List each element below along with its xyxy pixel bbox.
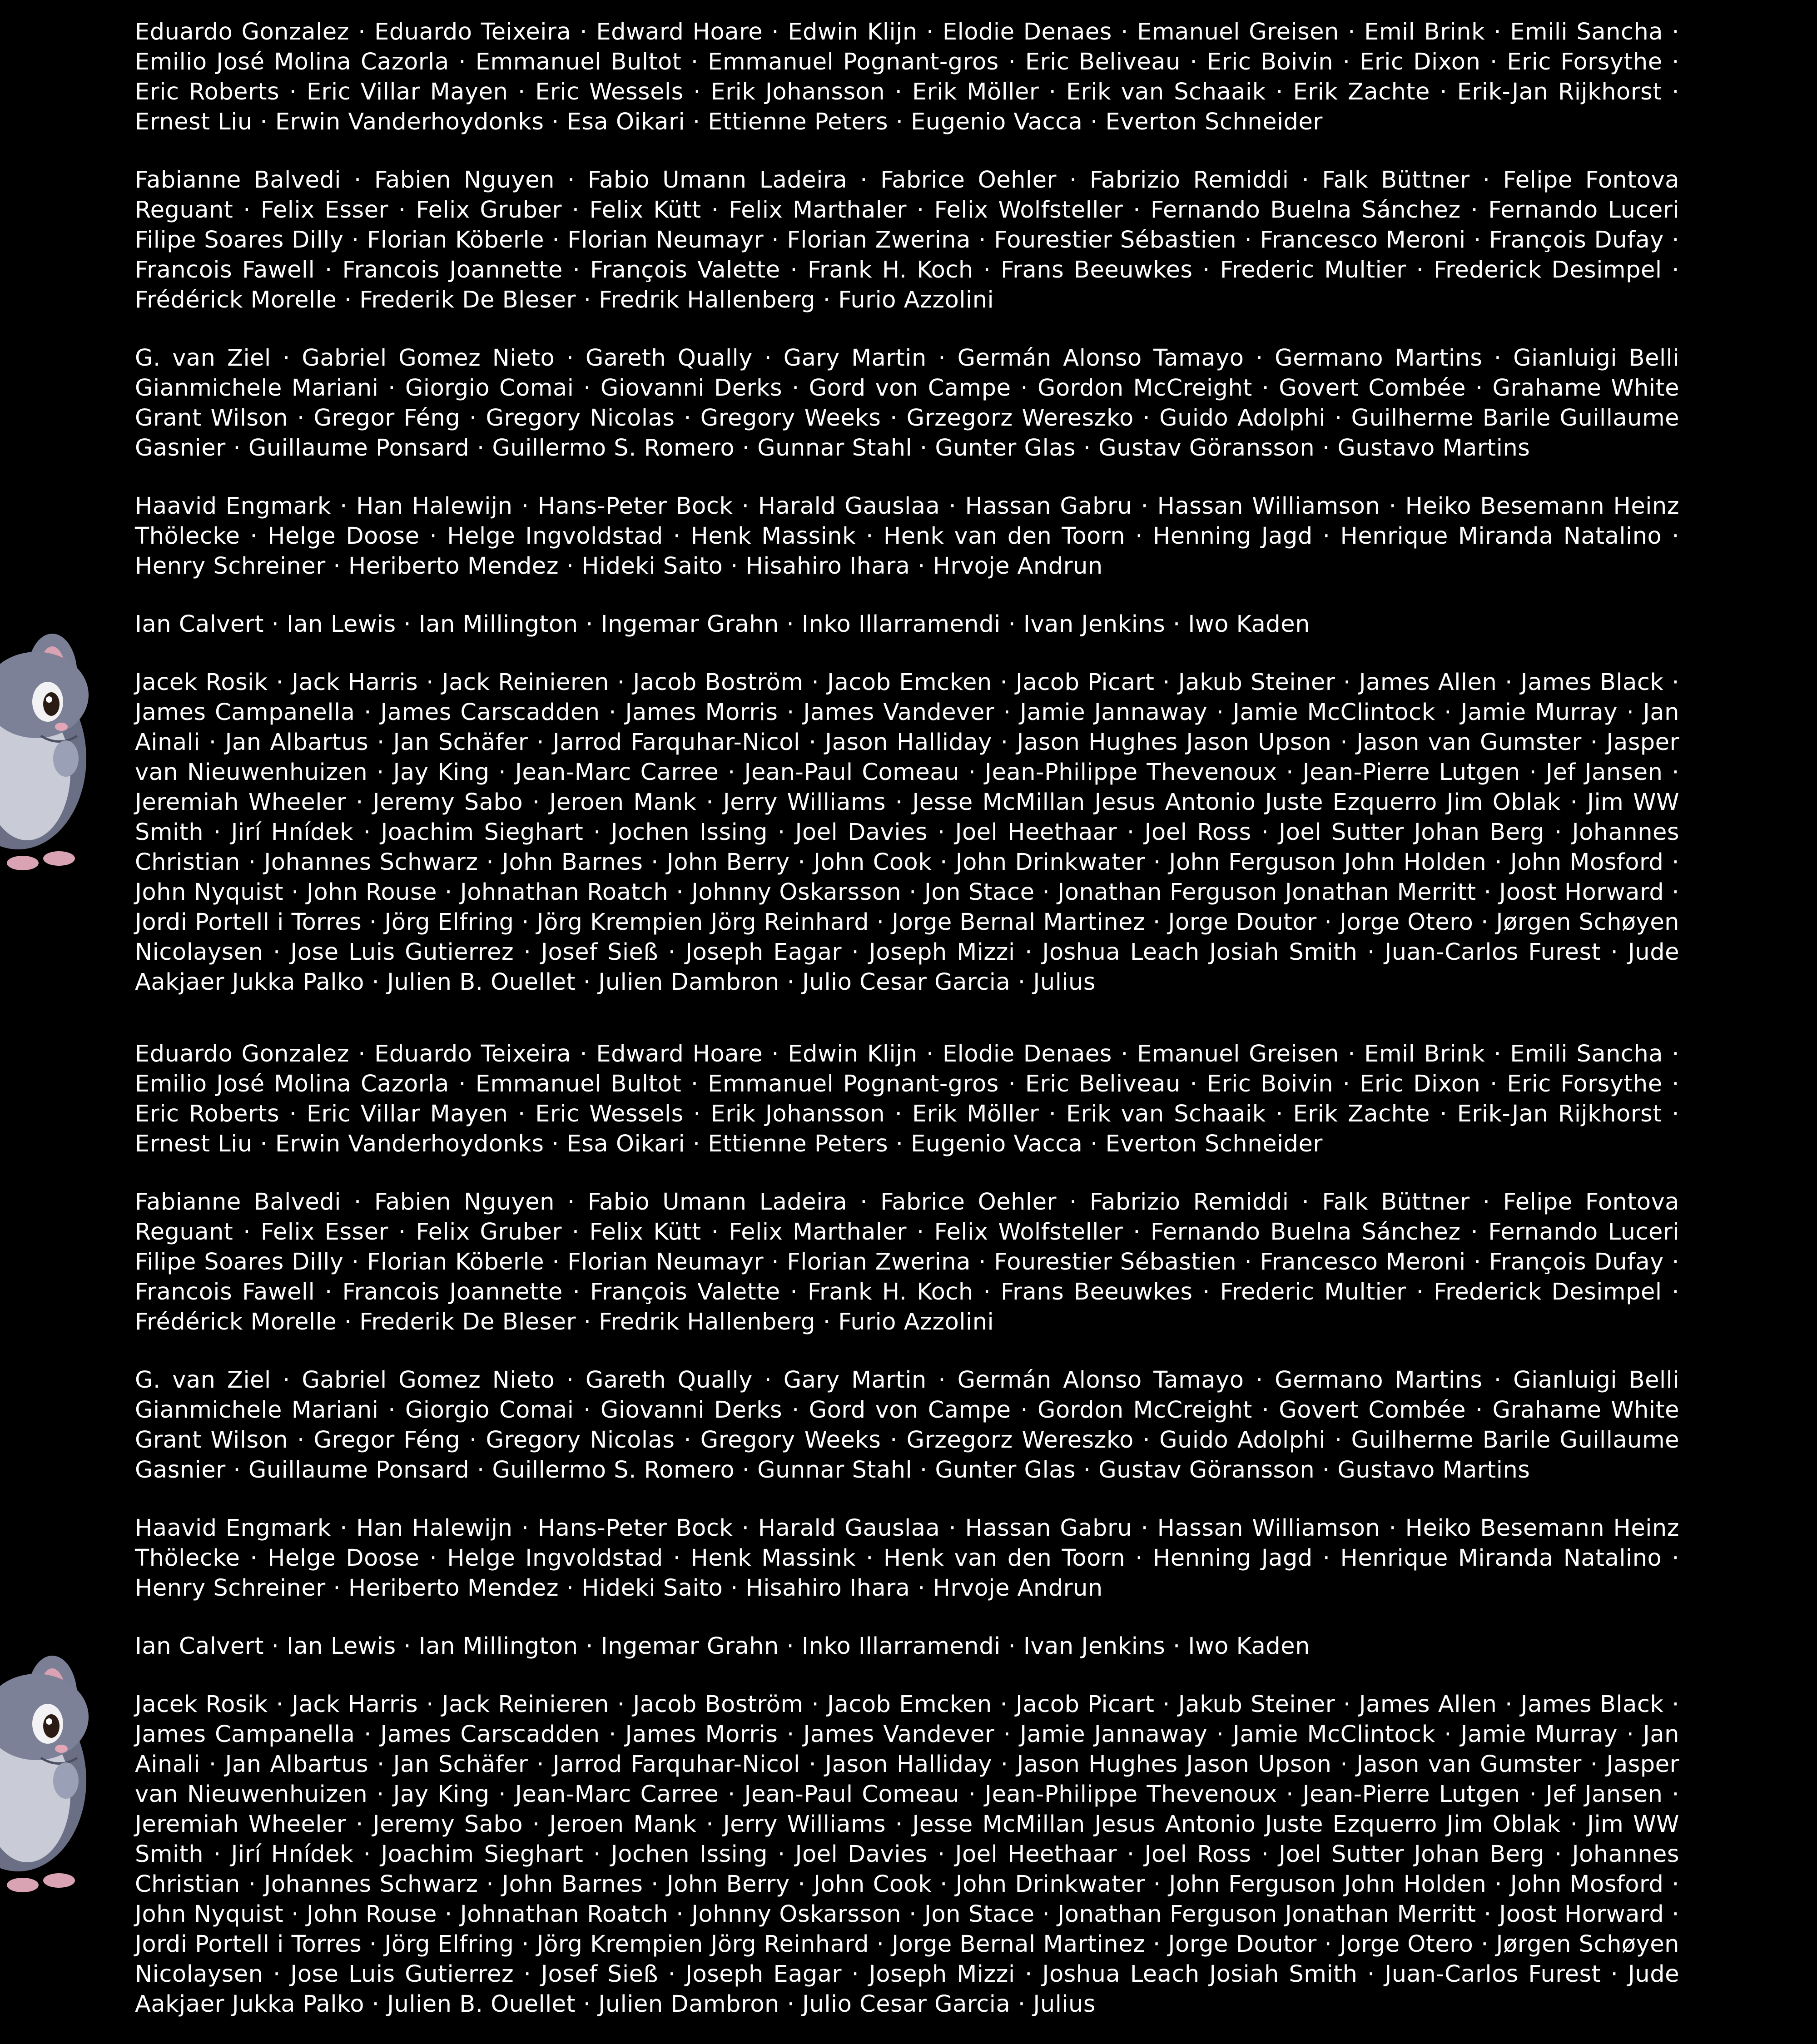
credits-group-g: G. van Ziel · Gabriel Gomez Nieto · Gareth Qually · Gary Martin · Germán Alonso Tamayo · Germano Martins · Gianluigi Belli Gianmichele Mariani · Giorgio Comai · Giovanni Derks · Gord von Campe · Gordon McCreight · Govert Combée · Grahame White Grant Wilson · Gregor Féng · Gregory Nicolas · Gregory Weeks · Grzegorz Wereszko · Guido Adolphi · Guilherme Barile Guillaume Gasnier · Guillaume Ponsard · Guillermo S. Romero · Gunnar Stahl · Gunter Glas · Gustav Göransson · Gustavo Martins	[135, 1367, 1679, 1483]
credits-group-h: Haavid Engmark · Han Halewijn · Hans-Peter Bock · Harald Gauslaa · Hassan Gabru · Hassan Williamson · Heiko Besemann Heinz Thölecke · Helge Doose · Helge Ingvoldstad · Henk Massink · Henk van den Toorn · Henning Jagd · Henrique Miranda Natalino · Henry Schreiner · Heriberto Mendez · Hideki Saito · Hisahiro Ihara · Hrvoje Andrun	[135, 1515, 1679, 1602]
chinchilla-mascot-icon	[0, 1644, 104, 1899]
credits-group-e: Eduardo Gonzalez · Eduardo Teixeira · Edward Hoare · Edwin Klijn · Elodie Denaes · Emanuel Greisen · Emil Brink · Emili Sancha · Emilio José Molina Cazorla · Emmanuel Bultot · Emmanuel Pognant-gros · Eric Beliveau · Eric Boivin · Eric Dixon · Eric Forsythe · Eric Roberts · Eric Villar Mayen · Eric Wessels · Erik Johansson · Erik Möller · Erik van Schaaik · Erik Zachte · Erik-Jan Rijkhorst · Ernest Liu · Erwin Vanderhoydonks · Esa Oikari · Ettienne Peters · Eugenio Vacca · Everton Schneider	[135, 19, 1679, 135]
credits-list	[135, 17, 1679, 1022]
chinchilla-mascot-icon	[0, 622, 104, 877]
credits-group-g: G. van Ziel · Gabriel Gomez Nieto · Gareth Qually · Gary Martin · Germán Alonso Tamayo · Germano Martins · Gianluigi Belli Gianmichele Mariani · Giorgio Comai · Giovanni Derks · Gord von Campe · Gordon McCreight · Govert Combée · Grahame White Grant Wilson · Gregor Féng · Gregory Nicolas · Gregory Weeks · Grzegorz Wereszko · Guido Adolphi · Guilherme Barile Guillaume Gasnier · Guillaume Ponsard · Guillermo S. Romero · Gunnar Stahl · Gunter Glas · Gustav Göransson · Gustavo Martins	[135, 345, 1679, 461]
credits-screen-bottom	[0, 1022, 1817, 2044]
credits-list	[135, 1039, 1679, 2044]
credits-group-i: Ian Calvert · Ian Lewis · Ian Millington · Ingemar Grahn · Inko Illarramendi · Ivan Jenkins · Iwo Kaden	[135, 1633, 1310, 1660]
credits-group-e: Eduardo Gonzalez · Eduardo Teixeira · Edward Hoare · Edwin Klijn · Elodie Denaes · Emanuel Greisen · Emil Brink · Emili Sancha · Emilio José Molina Cazorla · Emmanuel Bultot · Emmanuel Pognant-gros · Eric Beliveau · Eric Boivin · Eric Dixon · Eric Forsythe · Eric Roberts · Eric Villar Mayen · Eric Wessels · Erik Johansson · Erik Möller · Erik van Schaaik · Erik Zachte · Erik-Jan Rijkhorst · Ernest Liu · Erwin Vanderhoydonks · Esa Oikari · Ettienne Peters · Eugenio Vacca · Everton Schneider	[135, 1041, 1679, 1157]
credits-group-h: Haavid Engmark · Han Halewijn · Hans-Peter Bock · Harald Gauslaa · Hassan Gabru · Hassan Williamson · Heiko Besemann Heinz Thölecke · Helge Doose · Helge Ingvoldstad · Henk Massink · Henk van den Toorn · Henning Jagd · Henrique Miranda Natalino · Henry Schreiner · Heriberto Mendez · Hideki Saito · Hisahiro Ihara · Hrvoje Andrun	[135, 493, 1679, 580]
credits-group-f: Fabianne Balvedi · Fabien Nguyen · Fabio Umann Ladeira · Fabrice Oehler · Fabrizio Remiddi · Falk Büttner · Felipe Fontova Reguant · Felix Esser · Felix Gruber · Felix Kütt · Felix Marthaler · Felix Wolfsteller · Fernando Buelna Sánchez · Fernando Luceri Filipe Soares Dilly · Florian Köberle · Florian Neumayr · Florian Zwerina · Fourestier Sébastien · Francesco Meroni · François Dufay · Francois Fawell · Francois Joannette · François Valette · Frank H. Koch · Frans Beeuwkes · Frederic Multier · Frederick Desimpel · Frédérick Morelle · Frederik De Bleser · Fredrik Hallenberg · Furio Azzolini	[135, 167, 1679, 313]
credits-group-f: Fabianne Balvedi · Fabien Nguyen · Fabio Umann Ladeira · Fabrice Oehler · Fabrizio Remiddi · Falk Büttner · Felipe Fontova Reguant · Felix Esser · Felix Gruber · Felix Kütt · Felix Marthaler · Felix Wolfsteller · Fernando Buelna Sánchez · Fernando Luceri Filipe Soares Dilly · Florian Köberle · Florian Neumayr · Florian Zwerina · Fourestier Sébastien · Francesco Meroni · François Dufay · Francois Fawell · Francois Joannette · François Valette · Frank H. Koch · Frans Beeuwkes · Frederic Multier · Frederick Desimpel · Frédérick Morelle · Frederik De Bleser · Fredrik Hallenberg · Furio Azzolini	[135, 1189, 1679, 1335]
credits-group-j: Jacek Rosik · Jack Harris · Jack Reinieren · Jacob Boström · Jacob Emcken · Jacob Picart · Jakub Steiner · James Allen · James Black · James Campanella · James Carscadden · James Morris · James Vandever · Jamie Jannaway · Jamie McClintock · Jamie Murray · Jan Ainali · Jan Albartus · Jan Schäfer · Jarrod Farquhar-Nicol · Jason Halliday · Jason Hughes Jason Upson · Jason van Gumster · Jasper van Nieuwenhuizen · Jay King · Jean-Marc Carree · Jean-Paul Comeau · Jean-Philippe Thevenoux · Jean-Pierre Lutgen · Jef Jansen · Jeremiah Wheeler · Jeremy Sabo · Jeroen Mank · Jerry Williams · Jesse McMillan Jesus Antonio Juste Ezquerro Jim Oblak · Jim WW Smith · Jirí Hnídek · Joachim Sieghart · Jochen Issing · Joel Davies · Joel Heethaar · Joel Ross · Joel Sutter Johan Berg · Johannes Christian · Johannes Schwarz · John Barnes · John Berry · John Cook · John Drinkwater · John Ferguson John Holden · John Mosford · John Nyquist · John Rouse · Johnathan Roatch · Johnny Oskarsson · Jon Stace · Jonathan Ferguson Jonathan Merritt · Joost Horward · Jordi Portell i Torres · Jörg Elfring · Jörg Krempien Jörg Reinhard · Jorge Bernal Martinez · Jorge Doutor · Jorge Otero · Jørgen Schøyen Nicolaysen · Jose Luis Gutierrez · Josef Sieß · Joseph Eagar · Joseph Mizzi · Joshua Leach Josiah Smith · Juan-Carlos Furest · Jude Aakjaer Jukka Palko · Julien B. Ouellet · Julien Dambron · Julio Cesar Garcia · Julius	[135, 669, 1679, 996]
credits-group-j: Jacek Rosik · Jack Harris · Jack Reinieren · Jacob Boström · Jacob Emcken · Jacob Picart · Jakub Steiner · James Allen · James Black · James Campanella · James Carscadden · James Morris · James Vandever · Jamie Jannaway · Jamie McClintock · Jamie Murray · Jan Ainali · Jan Albartus · Jan Schäfer · Jarrod Farquhar-Nicol · Jason Halliday · Jason Hughes Jason Upson · Jason van Gumster · Jasper van Nieuwenhuizen · Jay King · Jean-Marc Carree · Jean-Paul Comeau · Jean-Philippe Thevenoux · Jean-Pierre Lutgen · Jef Jansen · Jeremiah Wheeler · Jeremy Sabo · Jeroen Mank · Jerry Williams · Jesse McMillan Jesus Antonio Juste Ezquerro Jim Oblak · Jim WW Smith · Jirí Hnídek · Joachim Sieghart · Jochen Issing · Joel Davies · Joel Heethaar · Joel Ross · Joel Sutter Johan Berg · Johannes Christian · Johannes Schwarz · John Barnes · John Berry · John Cook · John Drinkwater · John Ferguson John Holden · John Mosford · John Nyquist · John Rouse · Johnathan Roatch · Johnny Oskarsson · Jon Stace · Jonathan Ferguson Jonathan Merritt · Joost Horward · Jordi Portell i Torres · Jörg Elfring · Jörg Krempien Jörg Reinhard · Jorge Bernal Martinez · Jorge Doutor · Jorge Otero · Jørgen Schøyen Nicolaysen · Jose Luis Gutierrez · Josef Sieß · Joseph Eagar · Joseph Mizzi · Joshua Leach Josiah Smith · Juan-Carlos Furest · Jude Aakjaer Jukka Palko · Julien B. Ouellet · Julien Dambron · Julio Cesar Garcia · Julius	[135, 1691, 1679, 2018]
credits-group-i: Ian Calvert · Ian Lewis · Ian Millington · Ingemar Grahn · Inko Illarramendi · Ivan Jenkins · Iwo Kaden	[135, 611, 1310, 638]
